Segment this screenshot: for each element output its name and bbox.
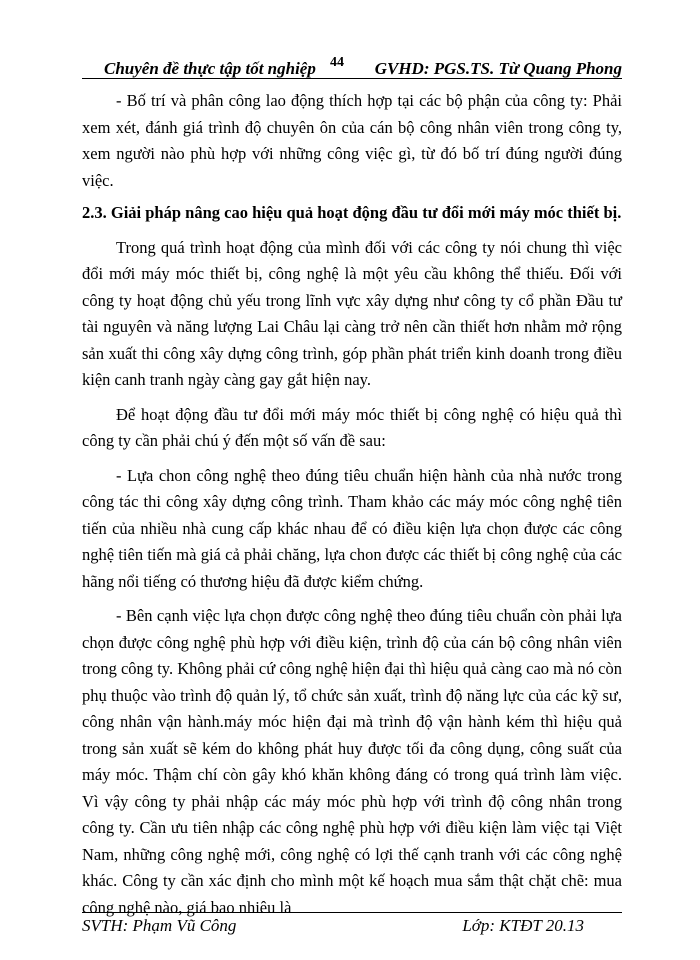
footer-rule <box>82 912 622 913</box>
header-rule <box>82 78 622 79</box>
page-number: 44 <box>330 55 344 70</box>
paragraph: - Bố trí và phân công lao động thích hợp tại các bộ phận của công ty: Phải xem xét, đánh giá trình độ chuyên ôn của cán bộ công nhân viên trong công ty, xem người nào phù hợp với những công việc gì, từ đó bố trí đúng người đúng việc. <box>82 91 622 190</box>
header-thesis-title: Chuyên đề thực tập tốt nghiệp <box>104 59 316 78</box>
paragraph: Để hoạt động đầu tư đổi mới máy móc thiết bị công nghệ có hiệu quả thì công ty cần phải chú ý đến một số vấn đề sau: <box>82 404 622 450</box>
footer-class: Lớp: KTĐT 20.13 <box>462 916 584 935</box>
footer-student: SVTH: Phạm Vũ Công <box>82 916 237 935</box>
header-advisor: GVHD: PGS.TS. Từ Quang Phong <box>374 59 622 78</box>
page-body <box>82 88 622 929</box>
paragraph: - Bên cạnh việc lựa chọn được công nghệ theo đúng tiêu chuẩn còn phải lựa chọn được công nghệ phù hợp với điều kiện, trình độ của cán bộ công nhân viên trong công ty. Không phải cứ công nghệ hiện đại thì hiệu quả càng cao mà nó còn phụ thuộc vào trình độ quản lý, tổ chức sản xuất, trình độ năng lực của các kỹ sư, công nhân vận hành.máy móc hiện đại mà trình độ vận hành kém thì hiệu quả trong sản xuất sẽ kém do không phát huy được tối đa công dụng, công suất của máy móc. Thậm chí còn gây khó khăn không đáng có trong quá trình làm việc. Vì vậy công ty phải nhập các máy móc phù hợp với trình độ công nhân trong công ty. Cần ưu tiên nhập các công nghệ phù hợp với điều kiện làm việc tại Việt Nam, những công nghệ mới, công nghệ có lợi thế cạnh tranh với các công nghệ khác. Công ty cần xác định cho mình một kế hoạch mua sắm thật chặt chẽ: mua công nghệ nào, giá bao nhiêu là <box>82 606 622 917</box>
paragraph: - Lựa chon công nghệ theo đúng tiêu chuẩn hiện hành của nhà nước trong công tác thi công xây dựng công trình. Tham khảo các máy móc công nghệ tiên tiến của nhiều nhà cung cấp khác nhau để có điều kiện lựa chọn được các công nghệ tiên tiến mà giá cả phải chăng, lựa chon được các thiết bị công nghệ của các hãng nổi tiếng có thương hiệu đã được kiểm chứng. <box>82 465 622 591</box>
paragraph: Trong quá trình hoạt động của mình đối với các công ty nói chung thì việc đổi mới máy móc thiết bị, công nghệ là một yêu cầu không thể thiếu. Đối với công ty hoạt động chủ yếu trong lĩnh vực xây dựng như công ty cổ phần Đầu tư tài nguyên và năng lượng Lai Châu lại càng trở nên cần thiết hơn nhằm mở rộng sản xuất thi công xây dựng công trình, góp phần phát triển kinh doanh trong điều kiện canh tranh ngày càng gay gắt hiện nay. <box>82 237 622 389</box>
section-heading: 2.3. Giải pháp nâng cao hiệu quả hoạt động đầu tư đổi mới máy móc thiết bị. <box>82 203 622 222</box>
